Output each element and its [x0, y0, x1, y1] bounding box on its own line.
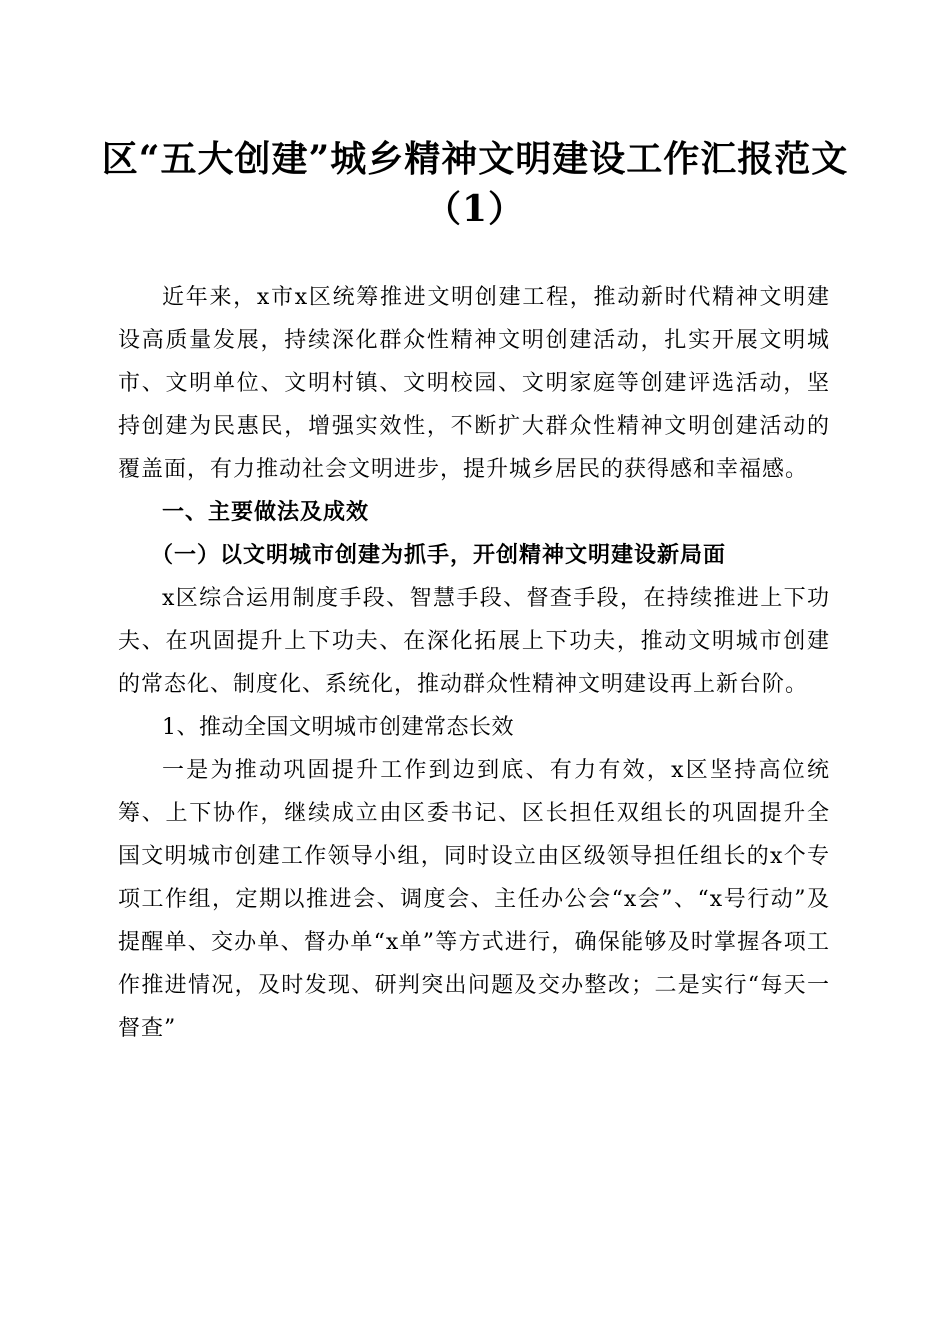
item-paragraph: 一是为推动巩固提升工作到边到底、有力有效，x区坚持高位统筹、上下协作，继续成立由区委书记、区长担任双组长的巩固提升全国文明城市创建工作领导小组，同时设立由区级领导担任组长的x个专项工作组，定期以推进会、调度会、主任办公会“x会”、“x号行动”及提醒单、交办单、督办单“x单”等方式进行，确保能够及时掌握各项工作推进情况，及时发现、研判突出问题及交办整改；二是实行“每天一督查” — [118, 758, 830, 1041]
intro-paragraph: 近年来，x市x区统筹推进文明创建工程，推动新时代精神文明建设高质量发展，持续深化群众性精神文明创建活动，扎实开展文明城市、文明单位、文明村镇、文明校园、文明家庭等创建评选活动，坚持创建为民惠民，增强实效性，不断扩大群众性精神文明创建活动的覆盖面，有力推动社会文明进步，提升城乡居民的获得感和幸福感。 — [118, 285, 830, 482]
subsection-heading-civilized-city: （一）以文明城市创建为抓手，开创精神文明建设新局面 — [151, 542, 727, 568]
document-body — [118, 276, 830, 1050]
section-heading-main-practices: 一、主要做法及成效 — [162, 500, 370, 525]
subsection-paragraph: x区综合运用制度手段、智慧手段、督查手段，在持续推进上下功夫、在巩固提升上下功夫、在深化拓展上下功夫，推动文明城市创建的常态化、制度化、系统化，推动群众性精神文明建设再上新台阶。 — [118, 586, 830, 697]
item-heading-national-civilized-city: 1、推动全国文明城市创建常态长效 — [162, 715, 514, 740]
document-title: 区“五大创建”城乡精神文明建设工作汇报范文（1） — [101, 138, 849, 230]
